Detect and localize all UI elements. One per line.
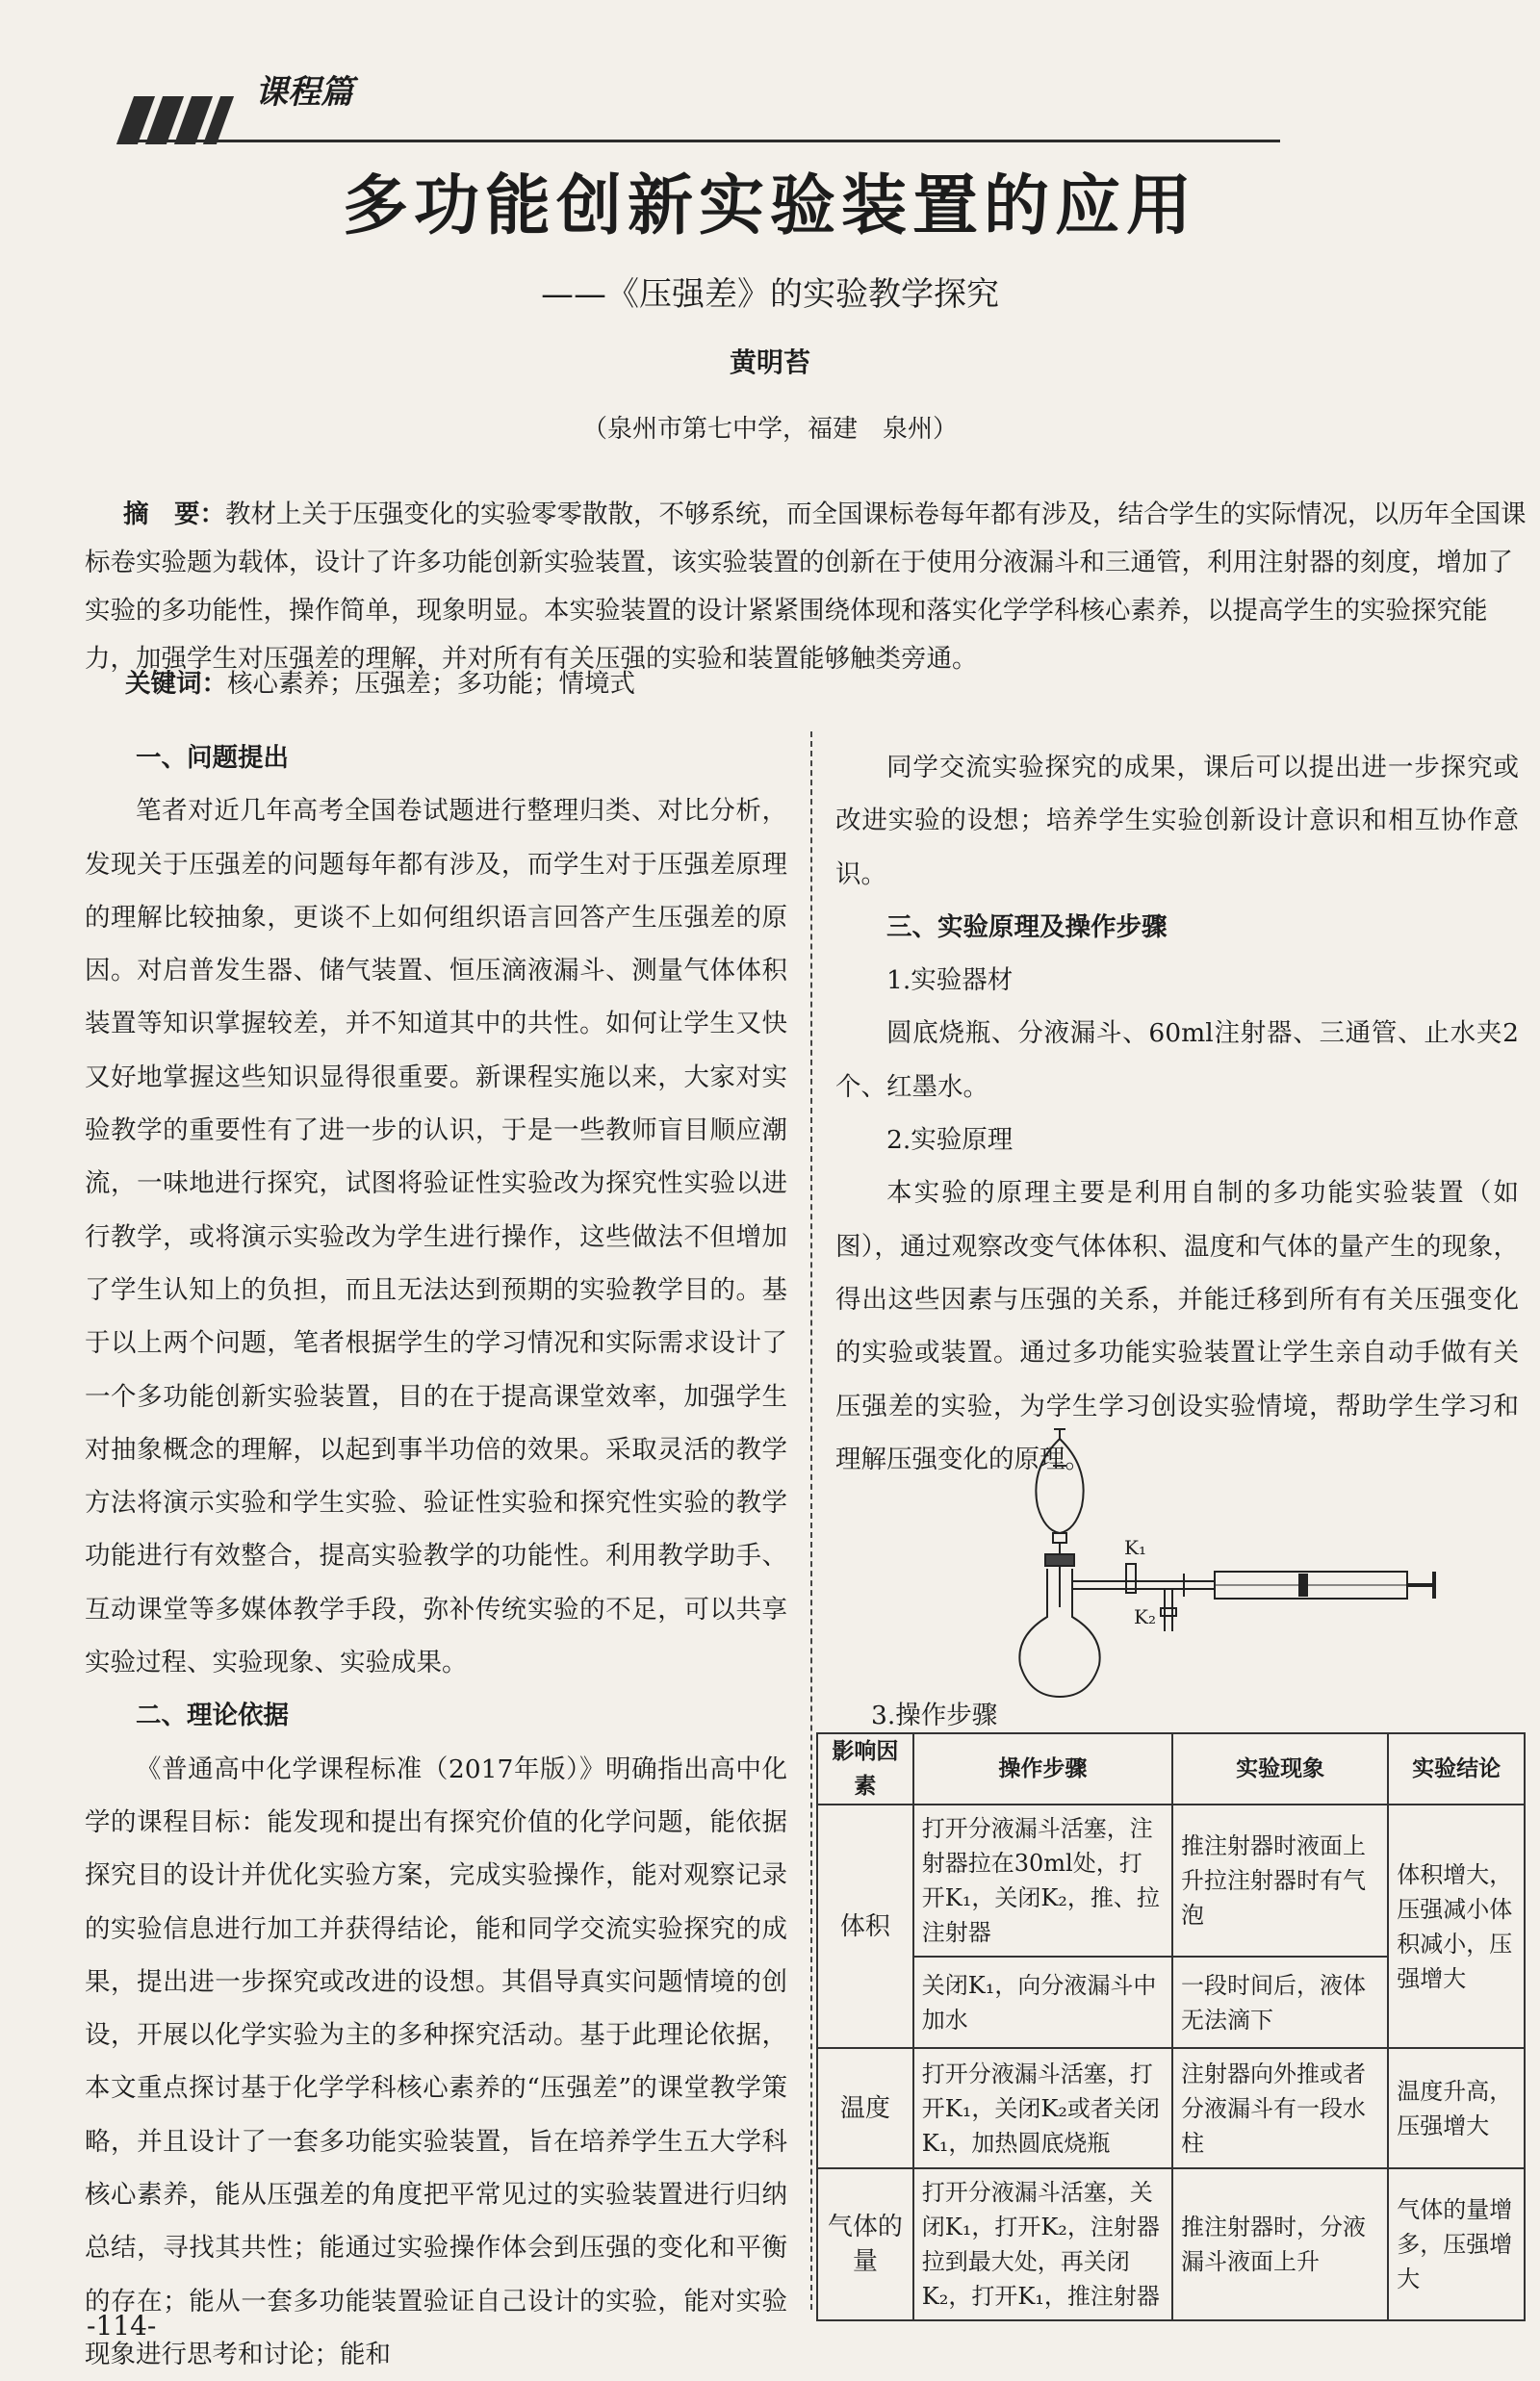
step-cell: 打开分液漏斗活塞，打开K₁，关闭K₂或者关闭K₁，加热圆底烧瓶 [913, 2048, 1172, 2168]
phenomenon-cell: 推注射器时，分液漏斗液面上升 [1172, 2168, 1388, 2320]
author-name: 黄明苔 [729, 346, 810, 378]
keywords [125, 662, 635, 700]
factor-cell: 温度 [817, 2048, 913, 2168]
article-title: 多功能创新实验装置的应用 [342, 168, 1197, 244]
col-header-conclusion: 实验结论 [1388, 1733, 1525, 1805]
step-cell: 关闭K₁，向分液漏斗中加水 [913, 1957, 1172, 2048]
abstract-text: 教材上关于压强变化的实验零零散散，不够系统，而全国课标卷每年都有涉及，结合学生的实际情况，以历年全国课标卷实验题为载体，设计了许多功能创新实验装置，该实验装置的创新在于使用分液漏斗和三通管，利用注射器的刻度，增加了实验的多功能性，操作简单，现象明显。本实验装置的设计紧紧围绕体现和落实化学学科核心素养，以提高学生的实验探究能力，加强学生对压强差的理解，并对所有有关压强的实验和装置能够触类旁通。 [85, 499, 1527, 674]
materials-paragraph: 圆底烧瓶、分液漏斗、60ml注射器、三通管、止水夹2个、红墨水。 [835, 1018, 1519, 1102]
keywords-label: 关键词： [125, 669, 227, 699]
separatory-funnel [1036, 1429, 1083, 1533]
valve-k2-label: K₂ [1134, 1605, 1156, 1628]
phenomenon-cell: 推注射器时液面上升拉注射器时有气泡 [1172, 1805, 1388, 1957]
step-cell: 打开分液漏斗活塞，注射器拉在30ml处，打开K₁，关闭K₂，推、拉注射器 [913, 1805, 1172, 1957]
subheading-materials: 1.实验器材 [886, 965, 1014, 996]
article-subtitle: ——《压强差》的实验教学探究 [541, 275, 999, 314]
procedure-table [816, 1732, 1526, 2321]
section-heading-3: 三、实验原理及操作步骤 [886, 911, 1168, 942]
section-header-bars [125, 96, 231, 144]
section-heading-1: 一、问题提出 [136, 743, 289, 773]
valve-k1-label: K₁ [1124, 1536, 1146, 1559]
conclusion-cell: 体积增大，压强减小体积减小，压强增大 [1388, 1805, 1525, 2048]
section-1-paragraph: 笔者对近几年高考全国卷试题进行整理归类、对比分析，发现关于压强差的问题每年都有涉及，而学生对于压强差原理的理解比较抽象，更谈不上如何组织语言回答产生压强差的原因。对启普发生器、储气装置、恒压滴液漏斗、测量气体体积装置等知识掌握较差，并不知道其中的共性。如何让学生又快又好地掌握这些知识显得很重要。新课程实施以来，大家对实验教学的重要性有了进一步的认识，于是一些教师盲目顺应潮流，一味地进行探究，试图将验证性实验改为探究性实验以进行教学，或将演示实验改为学生进行操作，这些做法不但增加了学生认知上的负担，而且无法达到预期的实验教学目的。基于以上两个问题，笔者根据学生的学习情况和实际需求设计了一个多功能创新实验装置，目的在于提高课堂效率，加强学生对抽象概念的理解，以起到事半功倍的效果。采取灵活的教学方法将演示实验和学生实验、验证性实验和探究性实验的教学功能进行有效整合，提高实验教学的功能性。利用教学助手、互动课堂等多媒体教学手段，弥补传统实验的不足，可以共享实验过程、实验现象、实验成果。 [85, 796, 787, 1678]
table-row [817, 2048, 1525, 2168]
section-label: 课程篇 [255, 73, 353, 112]
abstract [85, 491, 1528, 683]
principle-paragraph: 本实验的原理主要是利用自制的多功能实验装置（如图），通过观察改变气体体积、温度和气体的量产生的现象，得出这些因素与压强的关系，并能迁移到所有有关压强变化的实验或装置。通过多功能实验装置让学生亲自动手做有关压强差的实验，为学生学习创设实验情境，帮助学生学习和理解压强变化的原理。 [835, 1178, 1519, 1474]
table-row [817, 2168, 1525, 2320]
phenomenon-cell: 注射器向外推或者分液漏斗有一段水柱 [1172, 2048, 1388, 2168]
conclusion-cell: 温度升高，压强增大 [1388, 2048, 1525, 2168]
column-divider [810, 731, 812, 2310]
subheading-steps: 3.操作步骤 [871, 1701, 998, 1730]
factor-cell: 气体的量 [817, 2168, 913, 2320]
header-rule [125, 140, 1280, 142]
right-column [835, 741, 1519, 1486]
col-header-step: 操作步骤 [913, 1733, 1172, 1805]
conclusion-cell: 气体的量增多，压强增大 [1388, 2168, 1525, 2320]
keywords-text: 核心素养；压强差；多功能；情境式 [227, 669, 635, 699]
table-row [817, 1805, 1525, 1957]
section-2-continued: 同学交流实验探究的成果，课后可以提出进一步探究或改进实验的设想；培养学生实验创新设计意识和相互协作意识。 [835, 753, 1519, 889]
step-cell: 打开分液漏斗活塞，关闭K₁，打开K₂，注射器拉到最大处，再关闭K₂，打开K₁，推注射器 [913, 2168, 1172, 2320]
author-affiliation: （泉州市第七中学，福建 泉州） [581, 415, 958, 444]
subheading-principle: 2.实验原理 [886, 1125, 1014, 1156]
left-column [85, 731, 787, 2381]
page-number: -114- [87, 2310, 157, 2342]
col-header-phenomenon: 实验现象 [1172, 1733, 1388, 1805]
table-header-row [817, 1733, 1525, 1805]
section-2-paragraph: 《普通高中化学课程标准（2017年版）》明确指出高中化学的课程目标：能发现和提出有探究价值的化学问题，能依据探究目的设计并优化实验方案，完成实验操作，能对观察记录的实验信息进行加工并获得结论，能和同学交流实验探究的成果，提出进一步探究或改进的设想。其倡导真实问题情境的创设，开展以化学实验为主的多种探究活动。基于此理论依据，本文重点探讨基于化学学科核心素养的“压强差”的课堂教学策略，并且设计了一套多功能实验装置，旨在培养学生五大学科核心素养，能从压强差的角度把平常见过的实验装置进行归纳总结，寻找其共性；能通过实验操作体会到压强的变化和平衡的存在；能从一套多功能装置验证自己设计的实验，能对实验现象进行思考和讨论；能和 [85, 1754, 787, 2369]
section-heading-2: 二、理论依据 [136, 1701, 289, 1731]
phenomenon-cell: 一段时间后，液体无法滴下 [1172, 1957, 1388, 2048]
abstract-label: 摘 要： [123, 499, 225, 529]
factor-cell: 体积 [817, 1805, 913, 2048]
col-header-factor: 影响因素 [817, 1733, 913, 1805]
apparatus-figure [1011, 1410, 1530, 1699]
